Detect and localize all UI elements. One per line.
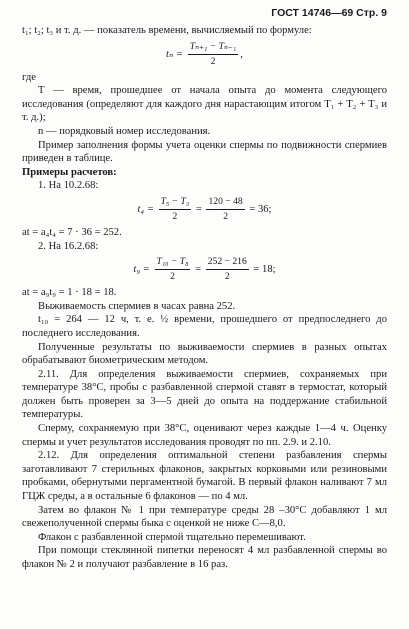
paragraph-biometric: Полученные результаты по выживаемости спермиев в разных опытах обрабатывают биометрическим методом. (22, 341, 387, 367)
fraction-denominator: 2 (223, 210, 228, 222)
formula-tail: , (240, 48, 243, 60)
fraction-numerator: 252 − 216 (206, 256, 249, 270)
fraction (206, 196, 244, 223)
formula-tn (22, 41, 387, 68)
fraction-numerator: 120 − 48 (206, 196, 244, 210)
formula-t9 (22, 256, 387, 283)
where-label: где (22, 71, 36, 83)
paragraph-flask-1: Затем во флакон № 1 при температуре среды 28 –30°С добавляют 1 мл свежеполученной спермы быка с оценкой не ниже С—8,0. (22, 504, 387, 530)
definition-T: T — время, прошедшее от начала опыта до момента следующего исследования (определяют для каждого дня нарастающим итогом T₁ + T₂ + T₃ и т. д.); (22, 85, 387, 124)
paragraph-mix: Флакон с разбавленной спермой тщательно перемешивают. (38, 531, 306, 543)
examples-heading: Примеры расчетов: (22, 166, 117, 178)
paragraph-survival-hours: Выживаемость спермиев в часах равна 252. (38, 300, 236, 312)
paragraph-38c: Сперму, сохраняемую при 38°С, оценивают через каждые 1—4 ч. Оценку спермы и учет результатов исследования проводят по пп. 2.9. и 2.10. (22, 423, 387, 448)
formula-result: = 18; (253, 264, 276, 276)
paragraph-2-11: 2.11. Для определения выживаемости спермиев, сохраняемых при температуре 38°С, пробы с разбавленной спермой ставят в термостат, который должен быть проверен за 3—5 дней до опыта на поддержание стабильной температуры. (22, 368, 387, 421)
fraction-numerator: Tₙ₊₁ − Tₙ₋₁ (188, 41, 239, 55)
formula-t4 (22, 196, 387, 223)
formula-t4-lhs: t₄ = (137, 203, 154, 215)
example-1-date: 1. На 10.2.68: (38, 180, 99, 192)
fraction (188, 41, 239, 68)
formula-tn-lhs: tₙ = (166, 48, 184, 60)
fraction-denominator: 2 (170, 271, 175, 283)
fraction-denominator: 2 (224, 271, 230, 283)
fraction-denominator: 2 (172, 210, 178, 222)
formula-at-1: at = a₄t₄ = 7 · 36 = 252. (22, 226, 122, 238)
fraction-numerator: T₅ − T₃ (159, 196, 192, 210)
formula-t9-lhs: t₉ = (133, 264, 150, 276)
paragraph-2-12: 2.12. Для определения оптимальной степени разбавления спермы заготавливают 7 стерильных флаконов, закрытых корковыми или резиновыми пробками, обернутыми пергаментной бумагой. В первый флакон наливают 7 мл ГЦЖ среды, а в остальные 6 флаконов — по 4 мл. (22, 450, 387, 503)
document-body (22, 24, 387, 572)
equals-sign: = (195, 264, 202, 276)
definition-n: n — порядковый номер исследования. (38, 125, 211, 137)
paragraph-example-form: Пример заполнения формы учета оценки спермы по подвижности спермиев приведен в таблице. (22, 139, 387, 165)
paragraph-flask-2: При помощи стеклянной пипетки переносят 4 мл разбавленной спермы во флакон № 2 и получают разбавление в 16 раз. (22, 545, 387, 570)
fraction (159, 196, 192, 223)
example-2-date: 2. На 16.2.68: (38, 240, 99, 252)
equals-sign: = (195, 203, 202, 215)
paragraph-t10: t₁₀ = 264 — 12 ч, т. е. ½ времени, прошедшего от предпоследнего до последнего исследования. (22, 314, 387, 339)
formula-at-2: at = a₉t₉ = 1 · 18 = 18. (22, 287, 117, 299)
paragraph-time-index: t₁; t₂; t₃ и т. д. — показатель времени, вычисляемый по формуле: (22, 25, 312, 36)
fraction-numerator: T₁₀ − T₈ (155, 256, 191, 270)
fraction-denominator: 2 (210, 55, 216, 67)
page-header: ГОСТ 14746—69 Стр. 9 (271, 7, 387, 19)
fraction (155, 256, 191, 283)
fraction (206, 256, 249, 283)
formula-result: = 36; (249, 203, 272, 215)
